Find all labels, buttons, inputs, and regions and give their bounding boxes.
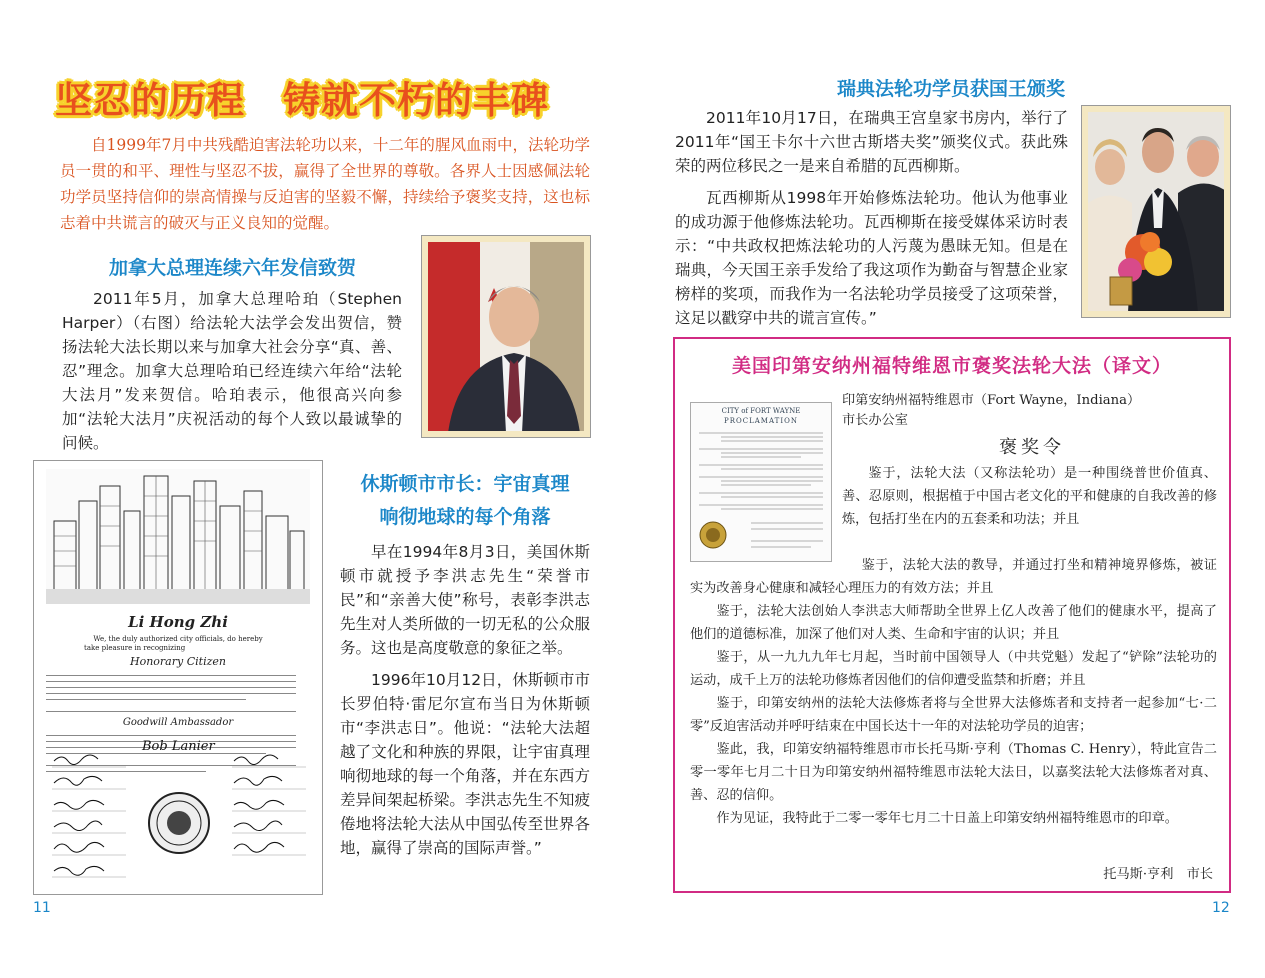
office-line-1: 印第安纳州福特维恩市（Fort Wayne，Indiana） (842, 393, 1141, 408)
houston-heading (330, 468, 600, 534)
proclamation-intro-block (842, 462, 1217, 531)
award-ceremony-image (1088, 112, 1224, 311)
houston-paragraph-1: 早在1994年8月3日，美国休斯顿市就授予李洪志先生“荣誉市民”和“亲善大使”称号，表彰李洪志先生对人类所做的一切无私的公众服务。这也是高度敬意的象征之举。 (340, 543, 590, 657)
proclamation-body (690, 554, 1217, 830)
proclamation-p1: 鉴于，法轮大法（又称法轮功）是一种围绕普世价值真、善、忍原则，根据植于中国古老文化的平和健康的自我改善的修炼，包括打坐在内的五套柔和功法；并且 (842, 466, 1217, 527)
sweden-paragraph-1: 2011年10月17日，在瑞典王宫皇家书房内，举行了2011年“国王卡尔十六世古斯塔夫奖”颁奖仪式。获此殊荣的两位移民之一是来自希腊的瓦西柳斯。 (675, 109, 1068, 175)
page-title: 坚忍的历程 铸就不朽的丰碑 (55, 79, 549, 122)
page-number-left: 11 (33, 900, 51, 916)
mayor-signature: Bob Lanier (142, 739, 215, 754)
proclamation-p3: 鉴于，法轮大法创始人李洪志大师帮助全世界上亿人改善了他们的健康水平，提高了他们的道德标准，加深了他们对人类、生命和宇宙的认识；并且 (690, 604, 1217, 642)
proclamation-p5: 鉴于，印第安纳州的法轮大法修炼者将与全世界大法修炼者和支持者一起参加“七·二零”反迫害活动并呼吁结束在中国长达十一年的对法轮功学员的迫害； (690, 696, 1217, 734)
harper-photo (421, 235, 591, 438)
canada-heading: 加拿大总理连续六年发信致贺 (108, 257, 356, 279)
canada-body (62, 287, 402, 455)
page-number-right: 12 (1212, 900, 1230, 916)
proclamation-office (842, 391, 1222, 431)
canada-paragraph: 2011年5月，加拿大总理哈珀（Stephen Harper）（右图）给法轮大法学会发出贺信，赞扬法轮大法长期以来与加拿大社会分享“真、善、忍”理念。加拿大总理哈珀已经连续六年给“法轮大法月”发来贺信。哈珀表示，他很高兴向参加“法轮大法月”庆祝活动的每个人致以最诚挚的问候。 (62, 290, 402, 452)
certificate-line1: We, the duly authorized city officials, do hereby (93, 635, 263, 643)
document-title-label: PROCLAMATION (724, 417, 798, 425)
portrait-image (428, 242, 584, 431)
certificate-line2: take pleasure in recognizing (84, 644, 186, 652)
office-line-2: 市长办公室 (842, 413, 908, 428)
houston-heading-line2: 响彻地球的每个角落 (379, 506, 551, 528)
intro-paragraph: 自1999年7月中共残酷迫害法轮功以来，十二年的腥风血雨中，法轮功学员一贯的和平、理性与坚忍不拔，赢得了全世界的尊敬。各界人士因感佩法轮功学员坚持信仰的崇高情操与反迫害的坚毅不懈，持续给予褒奖支持，这也标志着中共谎言的破灭与正义良知的觉醒。 (60, 136, 590, 232)
proclamation-signature: 托马斯·亨利 市长 (1103, 867, 1213, 882)
proclamation-p4: 鉴于，从一九九九年七月起，当时前中国领导人（中共党魁）发起了“铲除”法轮功的运动，成千上万的法轮功修炼者因他们的信仰遭受监禁和折磨；并且 (690, 650, 1217, 688)
certificate-honor: Honorary Citizen (130, 655, 226, 668)
certificate-ambassador: Goodwill Ambassador (122, 717, 234, 728)
proclamation-p2: 鉴于，法轮大法的教导，并通过打坐和精神境界修炼，被证实为改善身心健康和减轻心理压力的有效方法；并且 (690, 558, 1217, 596)
proclamation-heading: 美国印第安纳州福特维恩市褒奖法轮大法（译文） (731, 355, 1172, 377)
sweden-paragraph-2: 瓦西柳斯从1998年开始修炼法轮功。他认为他事业的成功源于他修炼法轮功。瓦西柳斯在接受媒体采访时表示：“中共政权把炼法轮功的人污蔑为愚昧无知。但是在瑞典，今天国王亲手发给了我这项作为勤奋与智慧企业家榜样的奖项，而我作为一名法轮功学员接受了这项荣誉，这足以戳穿中共的谎言宣传。” (675, 189, 1068, 327)
certificate-name: Li Hong Zhi (128, 613, 228, 631)
sweden-heading: 瑞典法轮功学员获国王颁奖 (836, 78, 1065, 100)
document-city-label: CITY of FORT WAYNE (721, 407, 801, 415)
proclamation-p7: 作为见证，我特此于二零一零年七月二十日盖上印第安纳州福特维恩市的印章。 (716, 811, 1178, 826)
skyline-illustration (34, 461, 322, 611)
proclamation-document-image (690, 402, 832, 562)
houston-certificate (33, 460, 323, 895)
document-lines (691, 403, 831, 561)
proclamation-title: 褒奖令 (999, 437, 1065, 458)
sweden-award-photo (1081, 105, 1231, 318)
houston-paragraph-2: 1996年10月12日，休斯顿市市长罗伯特·雷尼尔宣布当日为休斯顿市“李洪志日”。他说：“法轮大法超越了文化和种族的界限，让宇宙真理响彻地球的每一个角落，并在东西方差异间架起桥梁。李洪志先生不知疲倦地将法轮大法从中国弘传至世界各地，赢得了崇高的国际声誉。” (340, 671, 590, 857)
signatures-and-seal (34, 751, 322, 891)
proclamation-box (673, 337, 1231, 893)
sweden-body (675, 106, 1068, 330)
houston-heading-line1: 休斯顿市市长：宇宙真理 (360, 473, 570, 495)
proclamation-p6: 鉴此，我，印第安纳福特维恩市市长托马斯·亨利（Thomas C. Henry），特此宣告二零一零年七月二十日为印第安纳州福特维恩市法轮大法日，以嘉奖法轮大法修炼者对真、善、忍的信仰。 (690, 742, 1217, 803)
houston-body (340, 540, 590, 860)
